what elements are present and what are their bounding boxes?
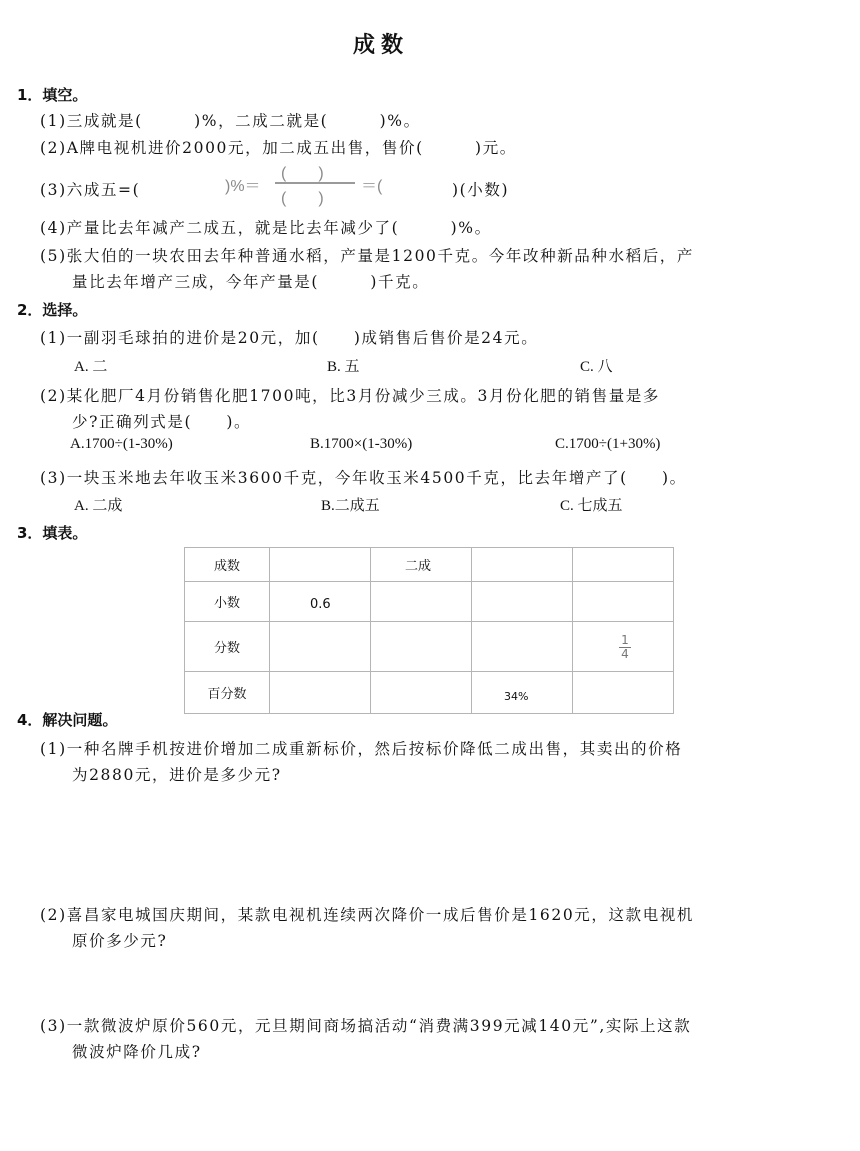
- s1-question-2: (2)A牌电视机进价2000元，加二成五出售，售价( )元。: [40, 139, 517, 157]
- table-row: [185, 672, 674, 714]
- percent-equals-symbol: )%＝: [225, 178, 261, 195]
- s4-question-2-line-1: (2)喜昌家电城国庆期间，某款电视机连续两次降价一成后售价是1620元，这款电视机: [40, 906, 695, 924]
- s2-q2-option-c: C.1700÷(1+30%): [555, 436, 661, 452]
- s2-question-2-line-2: 少?正确列式是( )。: [72, 413, 252, 431]
- s2-q2-option-b: B.1700×(1-30%): [310, 436, 413, 452]
- s1-question-1: (1)三成就是( )%，二成二就是( )%。: [40, 112, 421, 130]
- table-cell: [472, 548, 573, 582]
- s1-question-4: (4)产量比去年减产二成五，就是比去年减少了( )%。: [40, 219, 492, 237]
- table-cell: [573, 582, 674, 622]
- s4-question-1-line-2: 为2880元，进价是多少元?: [72, 766, 282, 784]
- table-cell: 0.6: [270, 582, 371, 622]
- fraction-bar: [275, 182, 355, 184]
- table-cell: [270, 622, 371, 672]
- fraction-blank-graphic: [225, 161, 395, 205]
- s1-question-3-left: (3)六成五=(: [40, 181, 141, 199]
- table-cell: [371, 582, 472, 622]
- section-2-heading: 2．选择。: [17, 301, 88, 319]
- s4-question-1-line-1: (1)一种名牌手机按进价增加二成重新标价，然后按标价降低二成出售，其卖出的价格: [40, 740, 683, 758]
- page-title: 成数: [353, 32, 410, 58]
- s2-q3-option-c: C. 七成五: [560, 498, 623, 514]
- table-cell: [270, 548, 371, 582]
- row-header: 小数: [185, 582, 270, 622]
- row-header: 成数: [185, 548, 270, 582]
- equals-paren-symbol: ＝(: [361, 178, 383, 195]
- s2-q3-option-b: B.二成五: [321, 498, 380, 514]
- s4-question-3-line-1: (3)一款微波炉原价560元，元旦期间商场搞活动“消费满399元减140元”,实际上这款: [40, 1017, 692, 1035]
- table-cell: [573, 548, 674, 582]
- s1-question-5-line-2: 量比去年增产三成，今年产量是( )千克。: [72, 273, 430, 291]
- fraction-denominator-blank: ( ): [281, 190, 324, 207]
- section-1-heading: 1．填空。: [17, 86, 88, 104]
- table-cell: [573, 672, 674, 714]
- quarter-fraction: $\frac{1}{4}$: [619, 634, 631, 661]
- table-cell: [472, 622, 573, 672]
- s2-question-3: (3)一块玉米地去年收玉米3600千克，今年收玉米4500千克，比去年增产了( )。: [40, 469, 687, 487]
- s1-question-5-line-1: (5)张大伯的一块农田去年种普通水稻，产量是1200千克。今年改种新品种水稻后，产: [40, 247, 695, 265]
- table-row: [185, 622, 674, 672]
- s2-q3-option-a: A. 二成: [74, 498, 123, 514]
- table-cell: [371, 622, 472, 672]
- s2-q2-option-a: A.1700÷(1-30%): [70, 436, 173, 452]
- s2-question-2-line-1: (2)某化肥厂4月份销售化肥1700吨，比3月份减少三成。3月份化肥的销售量是多: [40, 387, 660, 405]
- table-row: [185, 548, 674, 582]
- s2-q1-option-c: C. 八: [580, 359, 613, 375]
- row-header: 分数: [185, 622, 270, 672]
- table-cell: 二成: [371, 548, 472, 582]
- s4-question-3-line-2: 微波炉降价几成?: [72, 1043, 202, 1061]
- table-cell: [371, 672, 472, 714]
- s2-q1-option-b: B. 五: [327, 359, 360, 375]
- section-3-heading: 3．填表。: [17, 524, 88, 542]
- table-cell: [573, 622, 674, 672]
- s1-question-3-right: )(小数): [452, 181, 510, 199]
- s2-question-1: (1)一副羽毛球拍的进价是20元，加( )成销售后售价是24元。: [40, 329, 539, 347]
- row-header: 百分数: [185, 672, 270, 714]
- table-cell: [270, 672, 371, 714]
- conversion-table: [184, 547, 674, 714]
- s4-question-2-line-2: 原价多少元?: [72, 932, 168, 950]
- section-4-heading: 4．解决问题。: [17, 711, 118, 729]
- fraction-numerator-blank: ( ): [281, 165, 324, 182]
- table-cell: 34%: [472, 672, 573, 714]
- s2-q1-option-a: A. 二: [74, 359, 108, 375]
- table-row: [185, 582, 674, 622]
- table-cell: [472, 582, 573, 622]
